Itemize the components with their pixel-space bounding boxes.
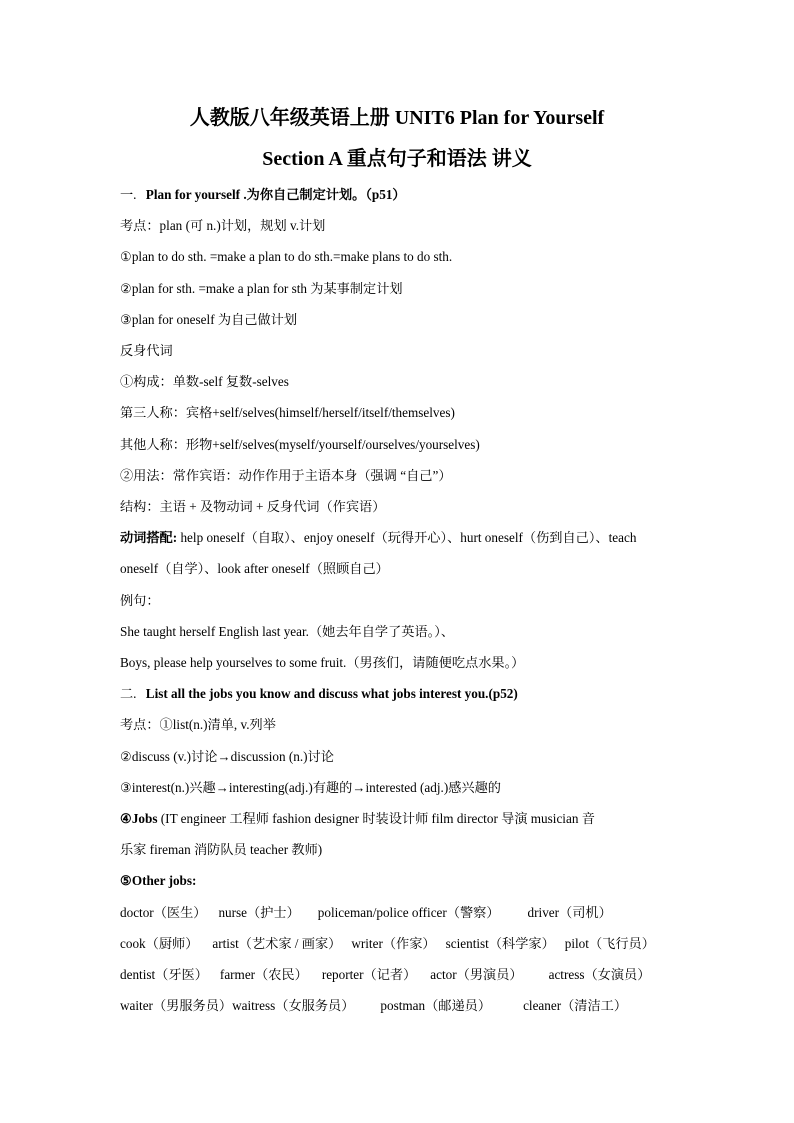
- jobs-line-1: [120, 810, 595, 828]
- jobs-row-3: [120, 966, 650, 984]
- jobs-row-2: [120, 935, 655, 953]
- jobs-line-2: 乐家 fireman 消防队员 teacher 教师): [120, 842, 323, 857]
- reflexive-usage: ②用法：常作宾语：动作作用于主语本身（强调 “自己”）: [120, 468, 452, 483]
- plan-item-1: ①plan to do sth. =make a plan to do sth.=make plans to do sth.: [120, 249, 453, 264]
- job-item: policeman/police officer（警察）: [317, 905, 500, 920]
- job-item: pilot（飞行员）: [564, 936, 655, 951]
- job-item: postman（邮递员）: [380, 998, 492, 1013]
- kaodian-plan: 考点：plan (可 n.)计划，规划 v.计划: [120, 218, 326, 233]
- verb-collocations-line-2: oneself（自学）、look after oneself（照顾自己）: [120, 561, 389, 576]
- job-item: waiter（男服务员）waitress（女服务员）: [120, 998, 355, 1013]
- section-1-number: 一.: [120, 187, 137, 202]
- reflexive-structure: 结构：主语 + 及物动词 + 反身代词（作宾语）: [120, 499, 386, 514]
- section-2-number: 二.: [120, 686, 137, 701]
- example-label: 例句：: [120, 593, 160, 608]
- verb-collocations-text: help oneself（自取）、enjoy oneself（玩得开心）、hurt oneself（伤到自己）、teach: [177, 530, 637, 545]
- jobs-label: ④Jobs: [120, 811, 158, 826]
- job-item: actor（男演员）: [430, 967, 523, 982]
- job-item: cook（厨师）: [120, 936, 199, 951]
- jobs-text-1: (IT engineer 工程师 fashion designer 时装设计师 film director 导演 musician 音: [157, 811, 595, 826]
- verb-collocations-label: 动词搭配:: [120, 530, 178, 545]
- job-item: artist（艺术家 / 画家）: [212, 936, 342, 951]
- reflexive-pronoun-heading: 反身代词: [120, 343, 173, 358]
- job-item: actress（女演员）: [548, 967, 651, 982]
- jobs-row-4: [120, 997, 627, 1015]
- job-item: farmer（农民）: [219, 967, 308, 982]
- other-jobs-label: ⑤Other jobs:: [120, 873, 197, 888]
- job-item: scientist（科学家）: [445, 936, 555, 951]
- reflexive-formation: ①构成：单数-self 复数-selves: [120, 374, 289, 389]
- document-subtitle: Section A 重点句子和语法 讲义: [262, 148, 532, 170]
- section-1-title: Plan for yourself .为你自己制定计划。（p51）: [145, 187, 406, 202]
- section-2-heading: [120, 685, 518, 703]
- section-1-heading: [120, 186, 406, 204]
- section-2-title: List all the jobs you know and discuss what jobs interest you.(p52): [145, 686, 518, 701]
- job-item: driver（司机）: [527, 905, 612, 920]
- plan-item-2: ②plan for sth. =make a plan for sth 为某事制定计划: [120, 281, 403, 296]
- job-item: writer（作家）: [351, 936, 436, 951]
- kaodian-list: 考点：①list(n.)清单, v.列举: [120, 717, 276, 732]
- document-title: 人教版八年级英语上册 UNIT6 Plan for Yourself: [189, 107, 605, 129]
- kaodian-discuss: ②discuss (v.)讨论→discussion (n.)讨论: [120, 749, 334, 764]
- job-item: cleaner（清洁工）: [523, 998, 628, 1013]
- job-item: dentist（牙医）: [120, 967, 208, 982]
- job-item: doctor（医生）: [120, 905, 207, 920]
- third-person-rule: 第三人称：宾格+self/selves(himself/herself/itself/themselves): [120, 405, 455, 420]
- kaodian-interest: ③interest(n.)兴趣→interesting(adj.)有趣的→interested (adj.)感兴趣的: [120, 780, 501, 795]
- example-sentence-1: She taught herself English last year.（她去年自学了英语。）、: [120, 624, 455, 639]
- verb-collocations-line-1: [120, 529, 636, 547]
- job-item: reporter（记者）: [321, 967, 417, 982]
- other-person-rule: 其他人称：形物+self/selves(myself/yourself/ourselves/yourselves): [120, 437, 480, 452]
- job-item: nurse（护士）: [218, 905, 300, 920]
- example-sentence-2: Boys, please help yourselves to some fruit.（男孩们，请随便吃点水果。）: [120, 655, 525, 670]
- jobs-row-1: [120, 904, 612, 922]
- plan-item-3: ③plan for oneself 为自己做计划: [120, 312, 298, 327]
